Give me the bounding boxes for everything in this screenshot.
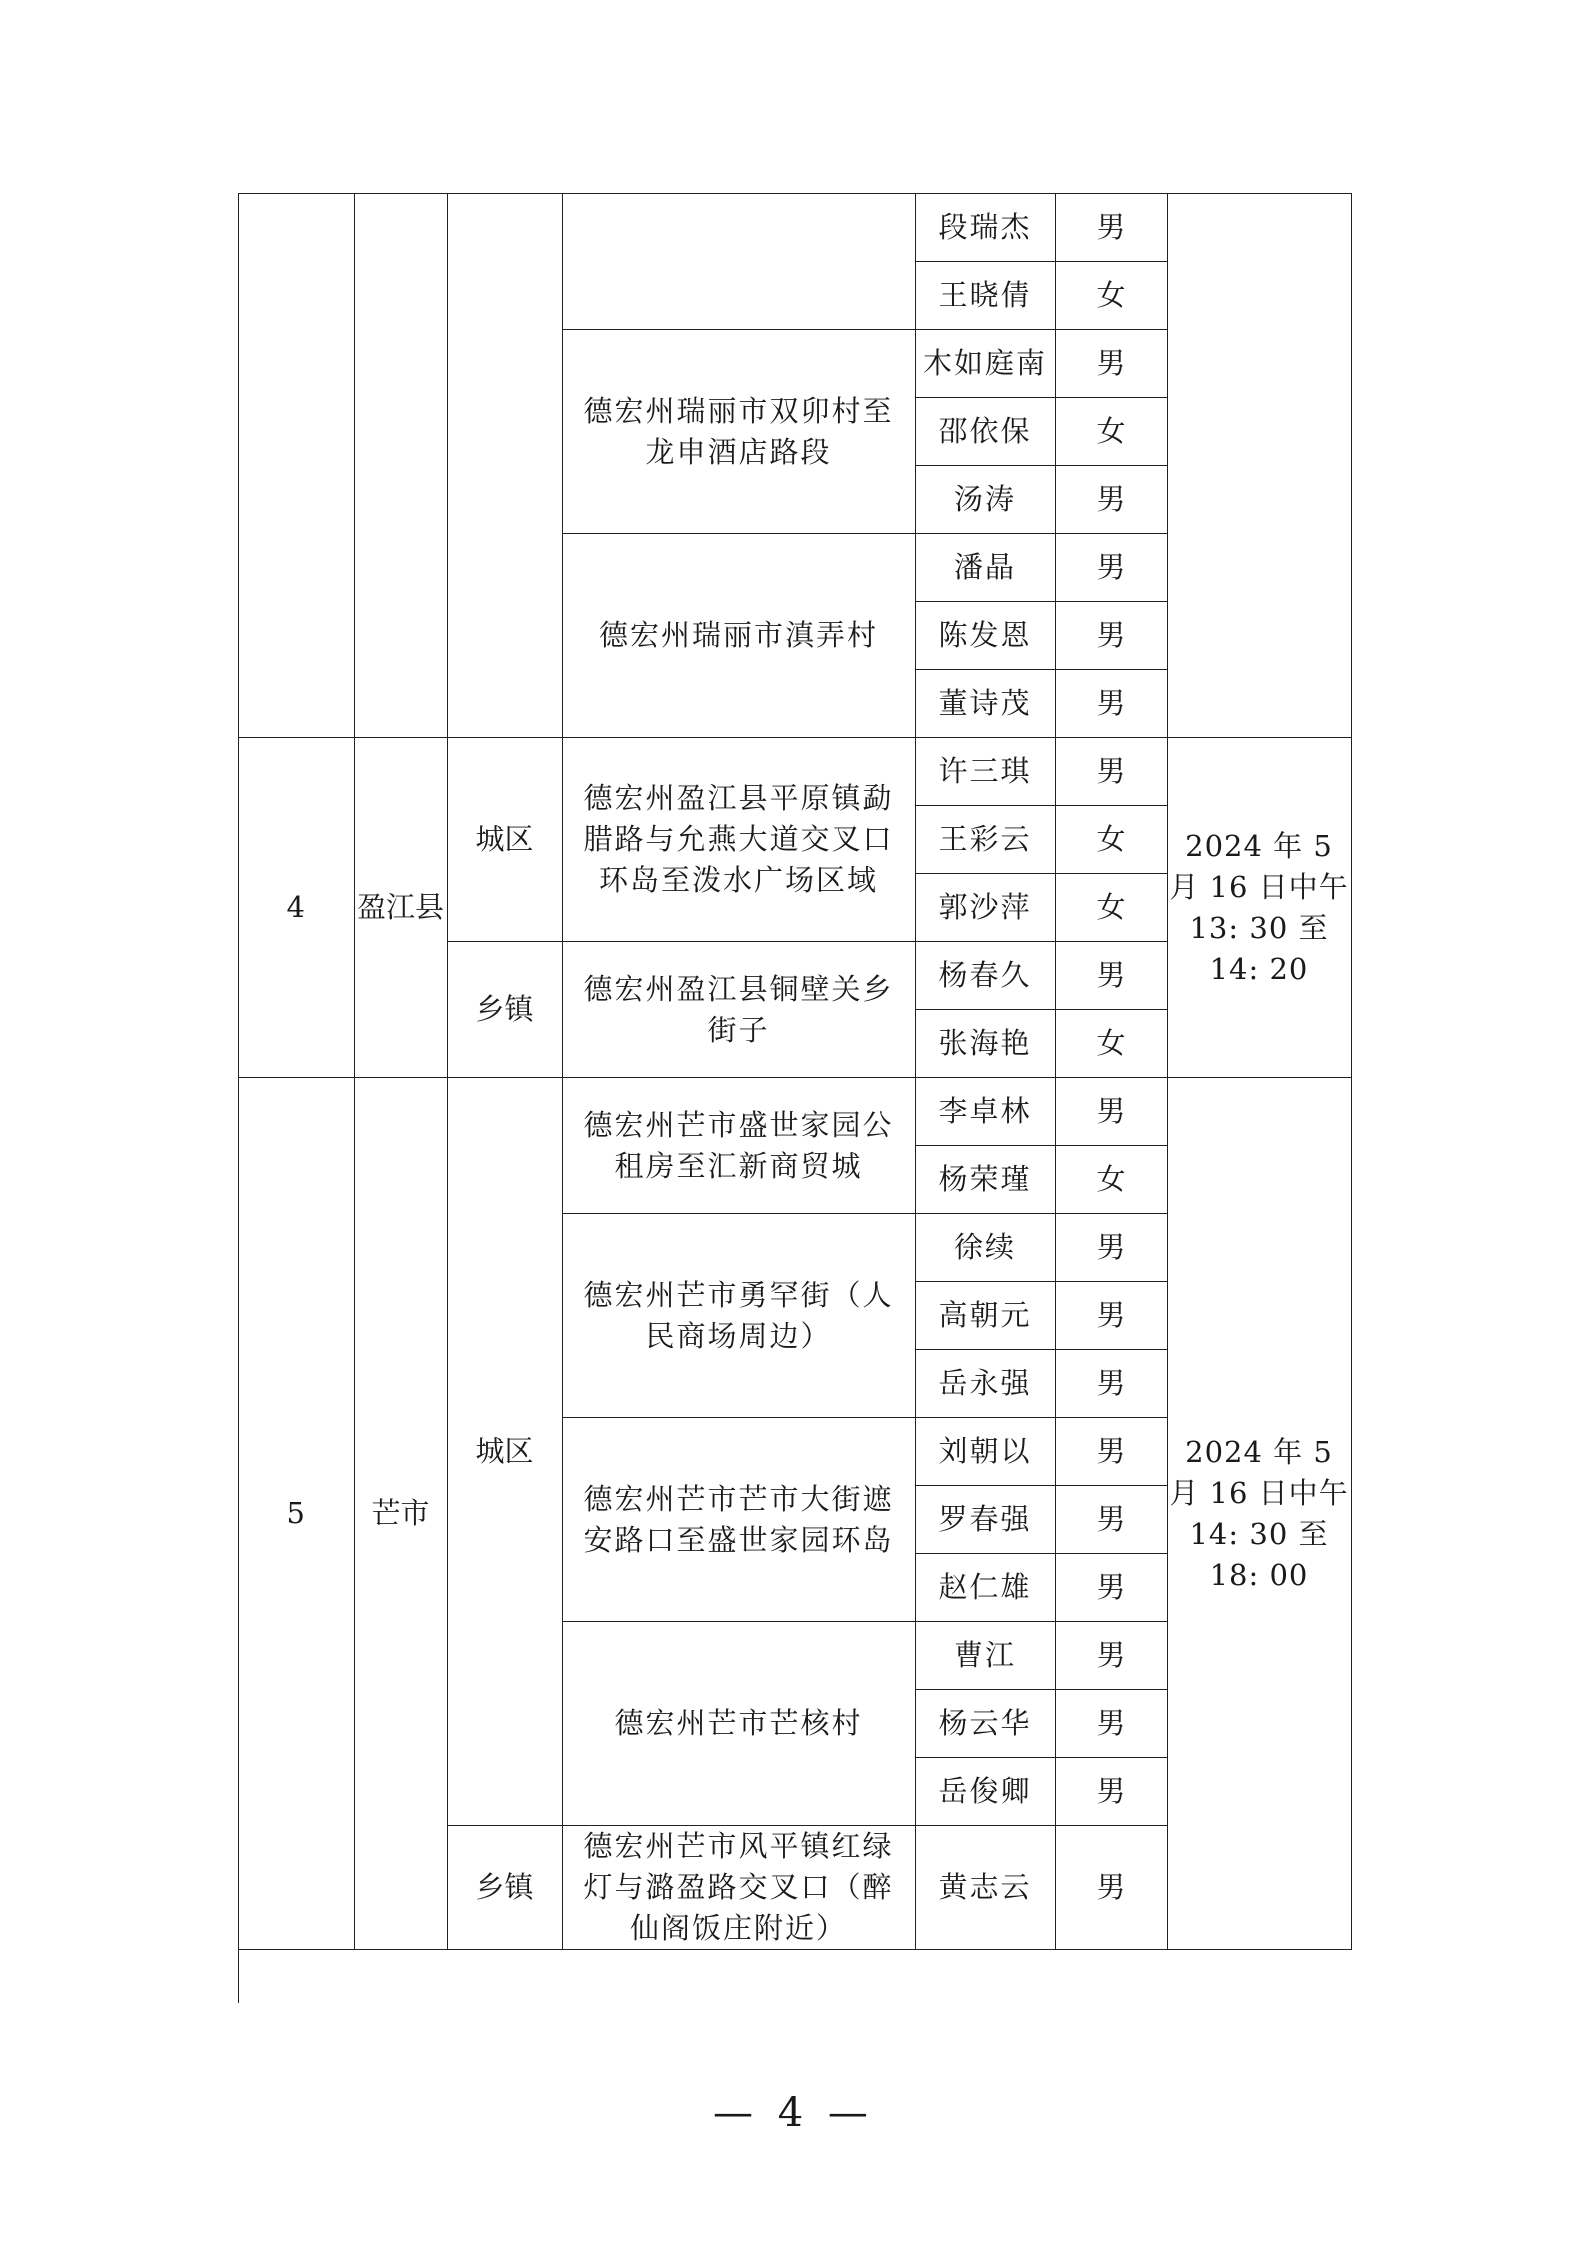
person-name-cell: 邵依保	[915, 398, 1055, 466]
person-name-cell: 木如庭南	[915, 330, 1055, 398]
gender-cell: 男	[1055, 1486, 1167, 1554]
gender-cell: 男	[1055, 670, 1167, 738]
person-name-cell: 杨荣瑾	[915, 1146, 1055, 1214]
person-name-cell: 杨春久	[915, 942, 1055, 1010]
location-cell: 德宏州芒市盛世家园公租房至汇新商贸城	[562, 1078, 915, 1214]
person-name-cell: 赵仁雄	[915, 1554, 1055, 1622]
person-name-cell: 岳俊卿	[915, 1758, 1055, 1826]
gender-cell: 女	[1055, 398, 1167, 466]
area-type-cell: 乡镇	[447, 942, 562, 1078]
gender-cell: 男	[1055, 1758, 1167, 1826]
serial-number-cell	[238, 194, 354, 738]
gender-cell: 男	[1055, 942, 1167, 1010]
person-name-cell: 黄志云	[915, 1826, 1055, 1950]
time-cell	[1167, 194, 1351, 738]
location-cell: 德宏州瑞丽市滇弄村	[562, 534, 915, 738]
person-name-cell: 汤涛	[915, 466, 1055, 534]
person-name-cell: 陈发恩	[915, 602, 1055, 670]
gender-cell: 女	[1055, 874, 1167, 942]
location-cell: 德宏州盈江县铜壁关乡街子	[562, 942, 915, 1078]
gender-cell: 男	[1055, 1622, 1167, 1690]
location-cell	[562, 194, 915, 330]
person-name-cell: 郭沙萍	[915, 874, 1055, 942]
person-name-cell: 杨云华	[915, 1690, 1055, 1758]
time-cell: 2024 年 5 月 16 日中午 13: 30 至 14: 20	[1167, 738, 1351, 1078]
gender-cell: 女	[1055, 1146, 1167, 1214]
area-type-cell: 城区	[447, 1078, 562, 1826]
area-type-cell: 城区	[447, 738, 562, 942]
gender-cell: 男	[1055, 1350, 1167, 1418]
person-name-cell: 徐续	[915, 1214, 1055, 1282]
person-name-cell: 王彩云	[915, 806, 1055, 874]
location-cell: 德宏州盈江县平原镇勐腊路与允燕大道交叉口环岛至泼水广场区域	[562, 738, 915, 942]
person-name-cell: 罗春强	[915, 1486, 1055, 1554]
gender-cell: 男	[1055, 1554, 1167, 1622]
county-cell: 盈江县	[354, 738, 447, 1078]
schedule-table-body	[238, 194, 1351, 1950]
serial-number-cell: 4	[238, 738, 354, 1078]
gender-cell: 女	[1055, 262, 1167, 330]
gender-cell: 男	[1055, 1214, 1167, 1282]
person-name-cell: 潘晶	[915, 534, 1055, 602]
location-cell: 德宏州芒市勇罕街（人民商场周边）	[562, 1214, 915, 1418]
location-cell: 德宏州芒市芒核村	[562, 1622, 915, 1826]
gender-cell: 男	[1055, 466, 1167, 534]
gender-cell: 男	[1055, 534, 1167, 602]
gender-cell: 女	[1055, 806, 1167, 874]
person-name-cell: 王晓倩	[915, 262, 1055, 330]
location-cell: 德宏州芒市芒市大街遮安路口至盛世家园环岛	[562, 1418, 915, 1622]
person-name-cell: 董诗茂	[915, 670, 1055, 738]
person-name-cell: 许三琪	[915, 738, 1055, 806]
person-name-cell: 曹江	[915, 1622, 1055, 1690]
gender-cell: 男	[1055, 1826, 1167, 1950]
county-cell: 芒市	[354, 1078, 447, 1950]
gender-cell: 男	[1055, 1418, 1167, 1486]
person-name-cell: 刘朝以	[915, 1418, 1055, 1486]
person-name-cell: 高朝元	[915, 1282, 1055, 1350]
page-number: — 4 —	[713, 2090, 874, 2136]
area-type-cell: 乡镇	[447, 1826, 562, 1950]
location-cell: 德宏州芒市风平镇红绿灯与潞盈路交叉口（醉仙阁饭庄附近）	[562, 1826, 915, 1950]
gender-cell: 男	[1055, 602, 1167, 670]
gender-cell: 男	[1055, 1690, 1167, 1758]
person-name-cell: 岳永强	[915, 1350, 1055, 1418]
time-cell: 2024 年 5 月 16 日中午 14: 30 至 18: 00	[1167, 1078, 1351, 1950]
table-row	[238, 738, 1351, 806]
area-type-cell	[447, 194, 562, 738]
location-cell: 德宏州瑞丽市双卯村至龙申酒店路段	[562, 330, 915, 534]
serial-number-cell: 5	[238, 1078, 354, 1950]
person-name-cell: 李卓林	[915, 1078, 1055, 1146]
schedule-table	[238, 193, 1352, 1950]
table-row	[238, 194, 1351, 262]
person-name-cell: 段瑞杰	[915, 194, 1055, 262]
gender-cell: 男	[1055, 1078, 1167, 1146]
gender-cell: 男	[1055, 738, 1167, 806]
county-cell	[354, 194, 447, 738]
gender-cell: 男	[1055, 194, 1167, 262]
table-row	[238, 1078, 1351, 1146]
gender-cell: 男	[1055, 1282, 1167, 1350]
gender-cell: 男	[1055, 330, 1167, 398]
gender-cell: 女	[1055, 1010, 1167, 1078]
person-name-cell: 张海艳	[915, 1010, 1055, 1078]
